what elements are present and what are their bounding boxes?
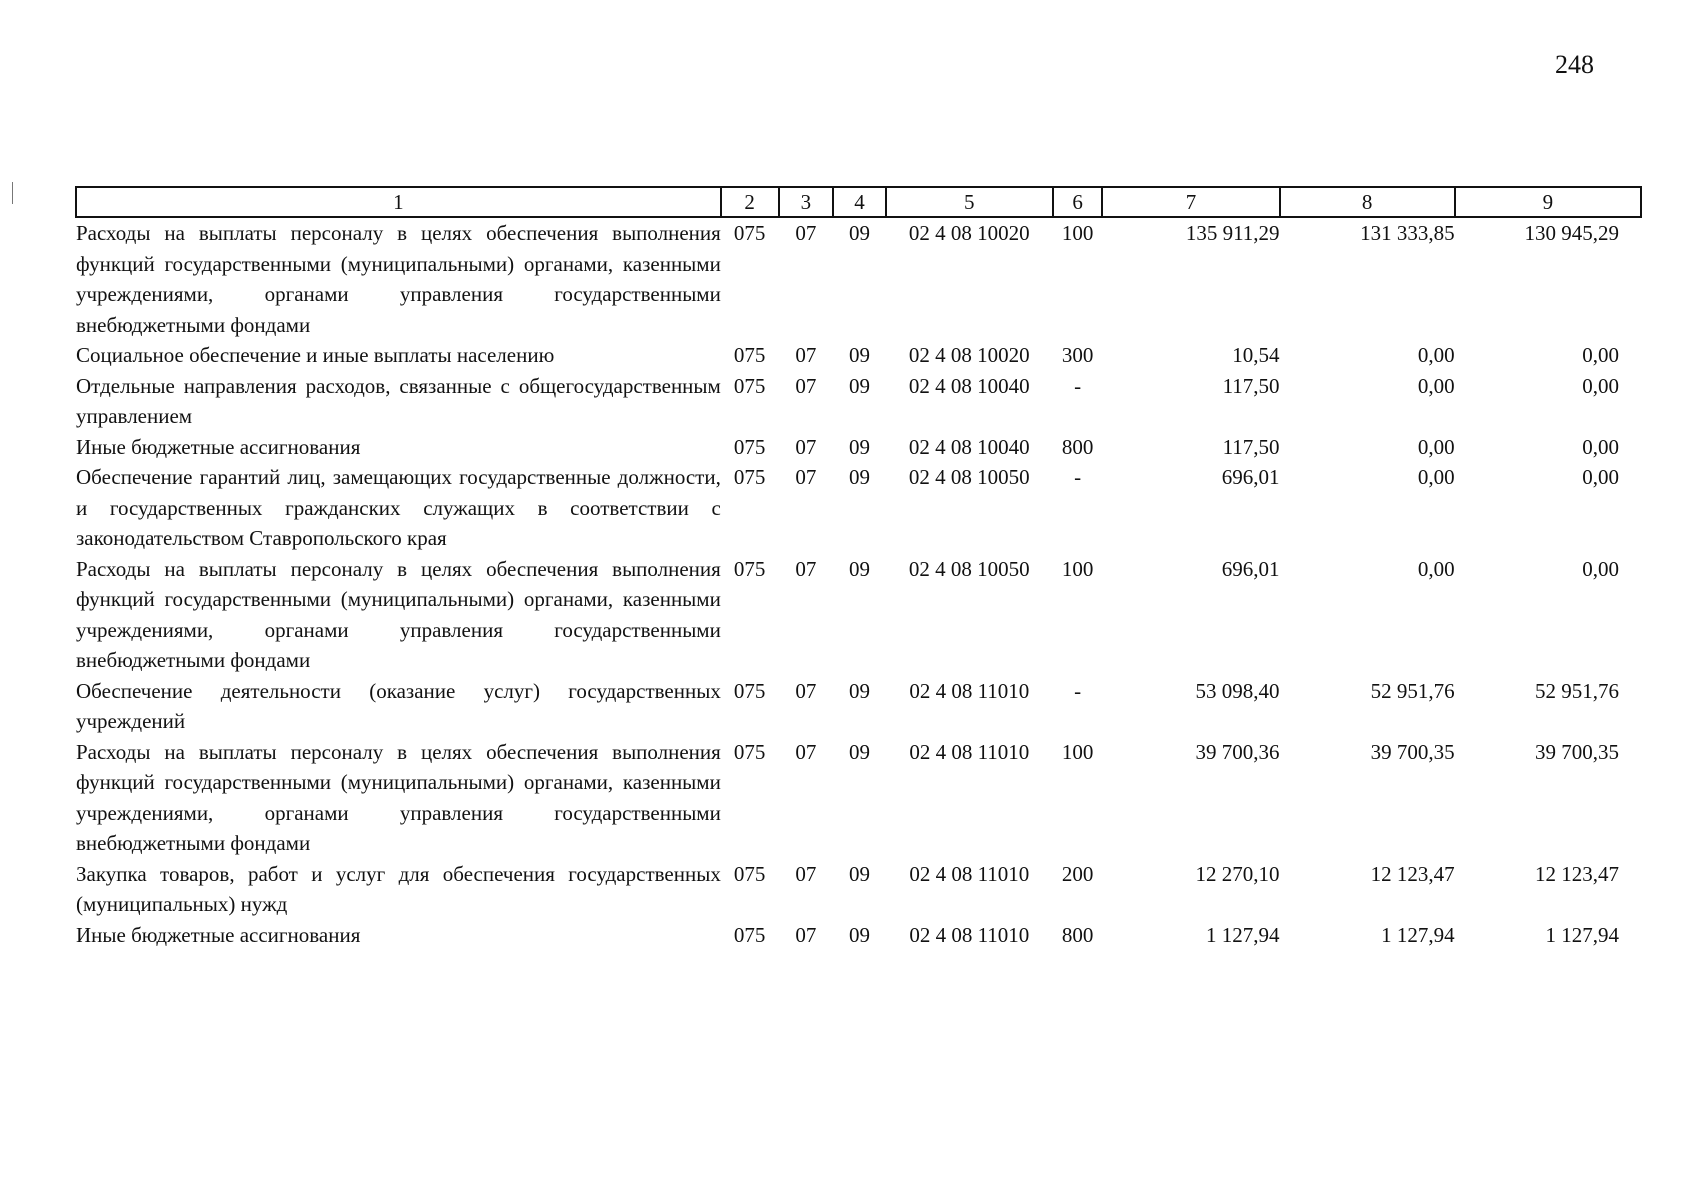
table-row — [76, 920, 1641, 951]
row-rz: 07 — [795, 221, 817, 245]
column-header: 3 — [779, 187, 834, 217]
row-pr: 09 — [848, 678, 870, 703]
row-description: Расходы на выплаты персоналу в целях обеспечения выполнения функций государственными (муниципальными) органами, казенными учреждениями, органами управления государственными внебюджетными фондами — [76, 556, 721, 672]
row-pr: 09 — [848, 861, 870, 886]
row-csr: 02 4 08 11010 — [909, 739, 1030, 764]
row-pr: 09 — [848, 556, 870, 581]
row-sum-7: 1 127,94 — [1206, 922, 1280, 947]
row-vr: 100 — [1061, 739, 1094, 764]
row-csr: 02 4 08 10020 — [908, 221, 1030, 245]
row-sum-7: 696,01 — [1221, 556, 1280, 581]
row-sum-9: 39 700,35 — [1535, 739, 1619, 764]
column-header: 8 — [1280, 187, 1455, 217]
row-pr: 09 — [848, 922, 870, 947]
table-row — [76, 859, 1641, 920]
row-sum-9: 12 123,47 — [1535, 861, 1619, 886]
row-sum-7: 39 700,36 — [1195, 739, 1280, 764]
row-csr: 02 4 08 10050 — [908, 556, 1030, 581]
row-sum-8: 0,00 — [1417, 465, 1455, 489]
table-row — [76, 217, 1641, 340]
table-row — [76, 432, 1641, 463]
row-pr: 09 — [848, 221, 870, 245]
column-header: 6 — [1053, 187, 1103, 217]
row-csr: 02 4 08 10050 — [908, 465, 1030, 489]
table-row — [76, 737, 1641, 859]
row-sum-9: 0,00 — [1582, 434, 1619, 459]
row-ved: 075 — [733, 922, 766, 947]
row-rz: 07 — [795, 556, 817, 581]
row-sum-9: 0,00 — [1582, 556, 1619, 581]
row-ved: 075 — [733, 221, 766, 245]
row-description: Отдельные направления расходов, связанные с общегосударственным управлением — [76, 373, 721, 428]
row-sum-8: 0,00 — [1417, 373, 1455, 398]
row-pr: 09 — [848, 343, 870, 367]
row-sum-8: 39 700,35 — [1370, 739, 1455, 764]
column-header: 9 — [1455, 187, 1641, 217]
row-sum-7: 53 098,40 — [1195, 678, 1280, 703]
row-description: Закупка товаров, работ и услуг для обеспечения государственных (муниципальных) нужд — [76, 861, 721, 916]
row-pr: 09 — [848, 434, 870, 459]
row-sum-8: 0,00 — [1417, 343, 1455, 367]
row-description: Расходы на выплаты персоналу в целях обеспечения выполнения функций государственными (муниципальными) органами, казенными учреждениями, органами управления государственными внебюджетными фондами — [76, 739, 721, 855]
row-sum-7: 696,01 — [1221, 465, 1280, 489]
row-ved: 075 — [733, 434, 766, 459]
row-vr: - — [1074, 678, 1082, 703]
table-row — [76, 554, 1641, 676]
row-description: Социальное обеспечение и иные выплаты населению — [76, 343, 555, 367]
budget-table — [75, 186, 1642, 950]
row-sum-9: 1 127,94 — [1545, 922, 1619, 947]
row-ved: 075 — [733, 556, 766, 581]
column-number-row — [76, 187, 1641, 217]
row-rz: 07 — [795, 343, 817, 367]
row-csr: 02 4 08 10040 — [908, 434, 1030, 459]
row-rz: 07 — [795, 465, 817, 489]
row-description: Обеспечение деятельности (оказание услуг) государственных учреждений — [76, 678, 721, 733]
row-vr: 800 — [1061, 922, 1094, 947]
row-vr: 100 — [1061, 221, 1094, 245]
column-header: 7 — [1102, 187, 1279, 217]
table-row — [76, 462, 1641, 554]
row-sum-9: 0,00 — [1582, 465, 1619, 489]
row-vr: - — [1074, 373, 1082, 398]
row-sum-7: 12 270,10 — [1195, 861, 1280, 886]
row-description: Иные бюджетные ассигнования — [76, 434, 361, 459]
row-rz: 07 — [795, 373, 817, 398]
row-vr: 100 — [1061, 556, 1094, 581]
row-csr: 02 4 08 11010 — [909, 678, 1030, 703]
row-ved: 075 — [733, 861, 766, 886]
row-description: Иные бюджетные ассигнования — [76, 922, 361, 947]
row-sum-9: 130 945,29 — [1524, 221, 1619, 245]
row-sum-8: 0,00 — [1417, 434, 1455, 459]
column-header: 5 — [886, 187, 1053, 217]
row-csr: 02 4 08 10020 — [908, 343, 1030, 367]
row-sum-8: 12 123,47 — [1370, 861, 1455, 886]
row-sum-7: 10,54 — [1232, 343, 1280, 367]
row-ved: 075 — [733, 343, 766, 367]
table-row — [76, 676, 1641, 737]
row-vr: 300 — [1061, 343, 1094, 367]
row-sum-8: 52 951,76 — [1370, 678, 1455, 703]
row-sum-7: 117,50 — [1222, 373, 1280, 398]
column-header: 1 — [76, 187, 721, 217]
page-number: 248 — [1555, 50, 1594, 79]
row-sum-8: 1 127,94 — [1381, 922, 1455, 947]
row-rz: 07 — [795, 678, 817, 703]
row-pr: 09 — [848, 465, 870, 489]
row-sum-9: 52 951,76 — [1535, 678, 1619, 703]
row-rz: 07 — [795, 434, 817, 459]
row-csr: 02 4 08 11010 — [909, 922, 1030, 947]
table-row — [76, 371, 1641, 432]
row-pr: 09 — [848, 373, 870, 398]
row-rz: 07 — [795, 861, 817, 886]
row-vr: 200 — [1061, 861, 1094, 886]
row-sum-7: 117,50 — [1222, 434, 1280, 459]
row-sum-9: 0,00 — [1582, 373, 1619, 398]
row-rz: 07 — [795, 739, 817, 764]
row-rz: 07 — [795, 922, 817, 947]
row-pr: 09 — [848, 739, 870, 764]
column-header: 2 — [721, 187, 779, 217]
row-ved: 075 — [733, 678, 766, 703]
row-csr: 02 4 08 11010 — [909, 861, 1030, 886]
row-vr: - — [1074, 465, 1082, 489]
row-description: Обеспечение гарантий лиц, замещающих государственные должности, и государственных гражданских служащих в соответствии с законодательством Ставропольского края — [76, 465, 721, 550]
row-csr: 02 4 08 10040 — [908, 373, 1030, 398]
row-ved: 075 — [733, 465, 766, 489]
row-sum-8: 131 333,85 — [1360, 221, 1455, 245]
margin-mark — [12, 182, 13, 204]
row-vr: 800 — [1061, 434, 1094, 459]
row-sum-7: 135 911,29 — [1185, 221, 1280, 245]
row-ved: 075 — [733, 739, 766, 764]
row-sum-9: 0,00 — [1582, 343, 1619, 367]
column-header: 4 — [833, 187, 886, 217]
row-sum-8: 0,00 — [1417, 556, 1455, 581]
row-ved: 075 — [733, 373, 766, 398]
row-description: Расходы на выплаты персоналу в целях обеспечения выполнения функций государственными (муниципальными) органами, казенными учреждениями, органами управления государственными внебюджетными фондами — [76, 221, 721, 337]
table-row — [76, 340, 1641, 371]
